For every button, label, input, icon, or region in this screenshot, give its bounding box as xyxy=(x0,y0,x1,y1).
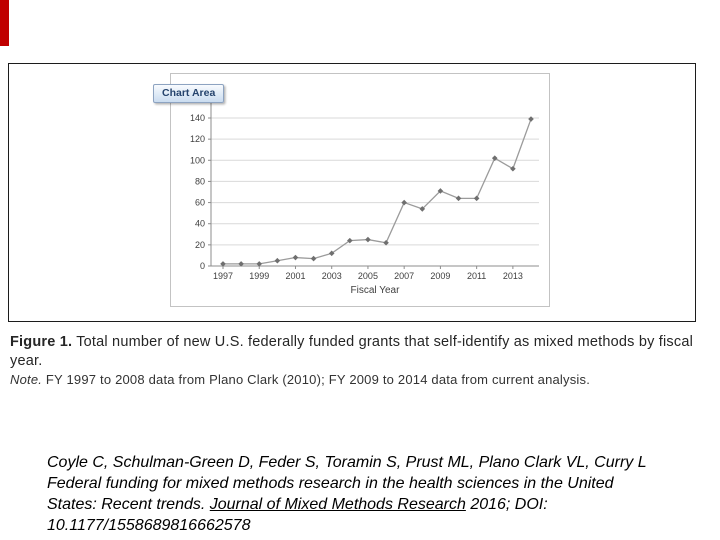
line-chart xyxy=(171,74,549,306)
svg-text:120: 120 xyxy=(189,134,205,145)
svg-text:2007: 2007 xyxy=(394,271,415,281)
chart-object xyxy=(170,73,550,307)
citation-line-2: Federal funding for mixed methods research in the health sciences in the United xyxy=(47,475,614,492)
svg-text:2003: 2003 xyxy=(321,271,342,281)
red-accent-bar xyxy=(0,0,9,46)
figure-note-label: Note. xyxy=(10,372,43,387)
svg-text:1999: 1999 xyxy=(249,271,270,281)
chart-area-tooltip: Chart Area xyxy=(153,84,224,103)
figure-caption-label: Figure 1. xyxy=(10,334,73,350)
svg-text:2011: 2011 xyxy=(466,271,487,281)
figure-caption xyxy=(10,333,710,371)
citation-line-1: Coyle C, Schulman-Green D, Feder S, Toramin S, Prust ML, Plano Clark VL, Curry L xyxy=(47,454,647,471)
figure-note xyxy=(10,372,710,387)
citation-line-3-pre: States: Recent trends. xyxy=(47,496,210,513)
svg-text:2001: 2001 xyxy=(285,271,306,281)
svg-text:2005: 2005 xyxy=(357,271,378,281)
journal-title-underlined: Journal of Mixed Methods Research xyxy=(209,496,466,513)
svg-text:2009: 2009 xyxy=(430,271,451,281)
figure-caption-text: Total number of new U.S. federally funded grants that self-identify as mixed methods by fiscal year. xyxy=(10,334,694,369)
citation-text xyxy=(47,452,719,536)
figure-frame xyxy=(8,63,696,322)
svg-text:Fiscal Year: Fiscal Year xyxy=(350,285,400,296)
svg-text:40: 40 xyxy=(194,218,205,229)
citation-line-3-post: 2016; DOI: xyxy=(465,496,548,513)
citation-doi: 10.1177/1558689816662578 xyxy=(47,517,251,534)
svg-text:20: 20 xyxy=(194,239,205,250)
svg-text:2013: 2013 xyxy=(502,271,523,281)
svg-text:140: 140 xyxy=(189,113,205,123)
svg-text:1997: 1997 xyxy=(212,271,234,281)
svg-text:60: 60 xyxy=(194,197,205,208)
svg-text:100: 100 xyxy=(189,155,205,166)
svg-text:80: 80 xyxy=(194,176,205,187)
figure-note-text: FY 1997 to 2008 data from Plano Clark (2010); FY 2009 to 2014 data from current analysis. xyxy=(42,372,591,387)
svg-text:0: 0 xyxy=(199,261,205,271)
